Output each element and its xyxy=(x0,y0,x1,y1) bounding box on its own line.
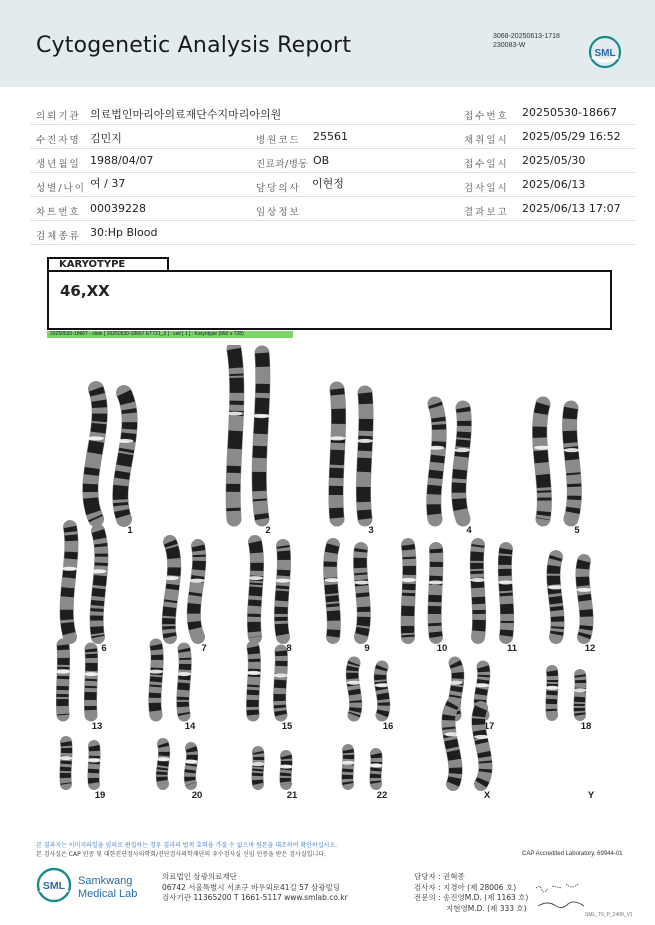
samkwang-logo-icon xyxy=(36,867,72,903)
report-title: Cytogenetic Analysis Report xyxy=(36,33,352,58)
chromosome-number: 11 xyxy=(506,643,518,654)
chromosome-number: 16 xyxy=(382,721,394,732)
notice-line-2: 본 검사실은 CAP 인증 및 대한진단검사의학회/진단검사의학재단의 우수검사실 신임 인증을 받은 검사실입니다. xyxy=(36,851,326,858)
specimen-value: 30:Hp Blood xyxy=(90,226,158,239)
chromosome-number: 22 xyxy=(376,790,388,801)
chromosome xyxy=(177,649,191,715)
chromosome xyxy=(428,549,443,637)
chromosome-number: 6 xyxy=(101,643,107,654)
chromosome-number: 19 xyxy=(94,790,106,801)
chromosome xyxy=(329,389,346,519)
info-row xyxy=(30,149,636,173)
hospital-code-value: 25561 xyxy=(313,130,348,143)
chromosome-number: 21 xyxy=(286,790,298,801)
chromosome xyxy=(347,663,361,715)
chromosome xyxy=(545,671,558,715)
staff-line-3: 전문의 : 송진영M.D. (제 1163 호) xyxy=(414,893,529,902)
chromosome xyxy=(454,408,471,519)
chromosome-number: 20 xyxy=(191,790,203,801)
patient-name-value: 김민지 xyxy=(90,132,122,145)
info-row xyxy=(30,125,636,149)
chromosome xyxy=(251,752,264,784)
receipt-date-value: 2025/05/30 xyxy=(522,154,586,167)
chromosome xyxy=(116,393,134,519)
test-date-label: 검사일시 xyxy=(464,183,509,194)
address-line-2: 06742 서울특별시 서초구 바우뫼로41길 57 삼광빌딩 xyxy=(162,882,341,892)
info-row xyxy=(30,173,636,197)
brand-name-line-2: Medical Lab xyxy=(78,888,138,900)
chromosome xyxy=(189,546,204,637)
chromosome xyxy=(577,561,592,637)
sml-logo-icon xyxy=(588,35,622,69)
chromosome xyxy=(156,744,169,784)
chromosome xyxy=(184,748,197,784)
chromosome-number: 8 xyxy=(286,643,292,654)
referring-hospital-label: 의뢰기관 xyxy=(36,111,81,122)
notice-line-1: 본 결과지는 이미지파일을 임의로 편집하는 경우 결과의 법적 효력을 가질 수 없으며 원본을 대조하여 확인하십시오. xyxy=(36,842,338,849)
chromosome xyxy=(163,542,178,637)
chromosome xyxy=(273,651,287,715)
referring-hospital-value: 의료법인마리아의료재단수지마리아의원 xyxy=(90,108,282,121)
chromosome xyxy=(369,754,382,784)
dob-label: 생년월일 xyxy=(36,159,81,170)
doctor-label: 담당의사 xyxy=(256,183,301,194)
chromosome-number: 17 xyxy=(483,721,495,732)
collection-label: 채취일시 xyxy=(464,135,509,146)
chromosome-number: 9 xyxy=(364,643,370,654)
chromosome xyxy=(573,675,586,715)
chromosome xyxy=(149,645,163,715)
chromosome xyxy=(246,647,260,715)
karyogram-image xyxy=(40,345,620,815)
form-code: SML_T6_P_2408_V1 xyxy=(585,912,633,918)
chromosome-number: Y xyxy=(587,790,595,801)
collection-value: 2025/05/29 16:52 xyxy=(522,130,621,143)
report-codes xyxy=(493,32,560,50)
chromosome-number: 4 xyxy=(466,525,472,536)
chromosome xyxy=(59,742,72,784)
dob-value: 1988/04/07 xyxy=(90,154,154,167)
chromosome xyxy=(87,746,100,784)
test-date-value: 2025/06/13 xyxy=(522,178,586,191)
chromosome xyxy=(226,349,243,519)
patient-info-table xyxy=(30,101,636,245)
chromosome xyxy=(86,389,104,519)
info-row xyxy=(30,221,636,245)
chromosome xyxy=(275,546,290,637)
report-value: 2025/06/13 17:07 xyxy=(522,202,621,215)
chromosome xyxy=(91,531,106,637)
patient-name-label: 수진자명 xyxy=(36,135,81,146)
chromosome xyxy=(248,542,263,637)
chromosome xyxy=(253,353,270,519)
chromosome xyxy=(470,545,485,637)
chromosome-number: 2 xyxy=(265,525,271,536)
chromosome xyxy=(428,404,445,519)
chromosome xyxy=(401,545,416,637)
brand-name-line-1: Samkwang xyxy=(78,875,133,887)
chromosome xyxy=(279,756,292,784)
chromosome-number: 7 xyxy=(201,643,207,654)
chromosome-number: 18 xyxy=(580,721,592,732)
chromosome xyxy=(548,557,563,637)
chromosome xyxy=(357,393,374,519)
staff-line-4: 지현영M.D. (제 333 호) xyxy=(446,903,527,913)
lab-staff xyxy=(414,872,528,914)
chromosome xyxy=(341,750,354,784)
specimen-label: 검체종류 xyxy=(36,231,81,242)
chromosome xyxy=(498,549,513,637)
staff-line-1: 담당자 : 권혁종 xyxy=(414,872,465,881)
signature-icon xyxy=(530,880,590,914)
chromosome xyxy=(534,404,551,519)
doctor-value: 이현정 xyxy=(312,177,344,190)
hospital-code-label: 병원코드 xyxy=(256,135,301,146)
chart-no-value: 00039228 xyxy=(90,202,146,215)
sml-logo-text: SML xyxy=(594,48,616,59)
sex-age-value: 여 / 37 xyxy=(90,177,126,190)
chromosome-number: 15 xyxy=(281,721,293,732)
chromosome xyxy=(354,549,369,637)
sex-age-label: 성별/나이 xyxy=(36,183,86,194)
report-code-2: 230083-W xyxy=(493,42,526,49)
chromosome-number: X xyxy=(483,790,491,801)
dept-value: OB xyxy=(313,154,330,167)
slide-info-bar: 20250530-18667 - slide [ 20250530-18667 ET721_3 ] : cell [ 1 ] : Karyotype (992 x 728) xyxy=(47,331,293,338)
karyotype-result: 46,XX xyxy=(60,282,110,300)
report-code-1: 3068-20250613-1718 xyxy=(493,33,560,40)
samkwang-logo-text: SML xyxy=(42,880,66,892)
chromosome xyxy=(325,545,340,637)
chart-no-label: 차트번호 xyxy=(36,207,81,218)
cap-accreditation: CAP Accredited Laboratory. 69944-01 xyxy=(522,851,623,857)
karyotype-label: KARYOTYPE xyxy=(47,257,169,271)
receipt-no-value: 20250530-18667 xyxy=(522,106,617,119)
clinical-label: 임상정보 xyxy=(256,207,301,218)
chromosome xyxy=(56,645,70,715)
karyotype-result-box xyxy=(47,270,612,330)
chromosome-number: 12 xyxy=(584,643,596,654)
chromosome-number: 14 xyxy=(184,721,196,732)
lab-address xyxy=(162,872,348,904)
chromosome-number: 13 xyxy=(91,721,103,732)
chromosome xyxy=(375,667,389,715)
karyogram xyxy=(40,345,620,815)
chromosome xyxy=(84,649,98,715)
chromosome-number: 3 xyxy=(368,525,374,536)
chromosome-number: 1 xyxy=(127,525,133,536)
chromosome xyxy=(62,527,77,637)
report-label: 결과보고 xyxy=(464,207,509,218)
chromosome xyxy=(563,408,580,519)
report-header xyxy=(0,0,655,87)
address-line-3: 검사기관 11365200 T 1661-5117 www.smlab.co.kr xyxy=(162,893,348,902)
info-row xyxy=(30,197,636,221)
receipt-date-label: 접수일시 xyxy=(464,159,509,170)
staff-line-2: 검사자 : 지경아 (제 28006 호) xyxy=(414,882,517,892)
receipt-no-label: 접수번호 xyxy=(464,111,509,122)
chromosome-number: 10 xyxy=(436,643,448,654)
address-line-1: 의료법인 삼광의료재단 xyxy=(162,872,237,881)
chromosome-number: 5 xyxy=(574,525,580,536)
info-row xyxy=(30,101,636,125)
dept-label: 진료과/병동 xyxy=(256,159,309,170)
